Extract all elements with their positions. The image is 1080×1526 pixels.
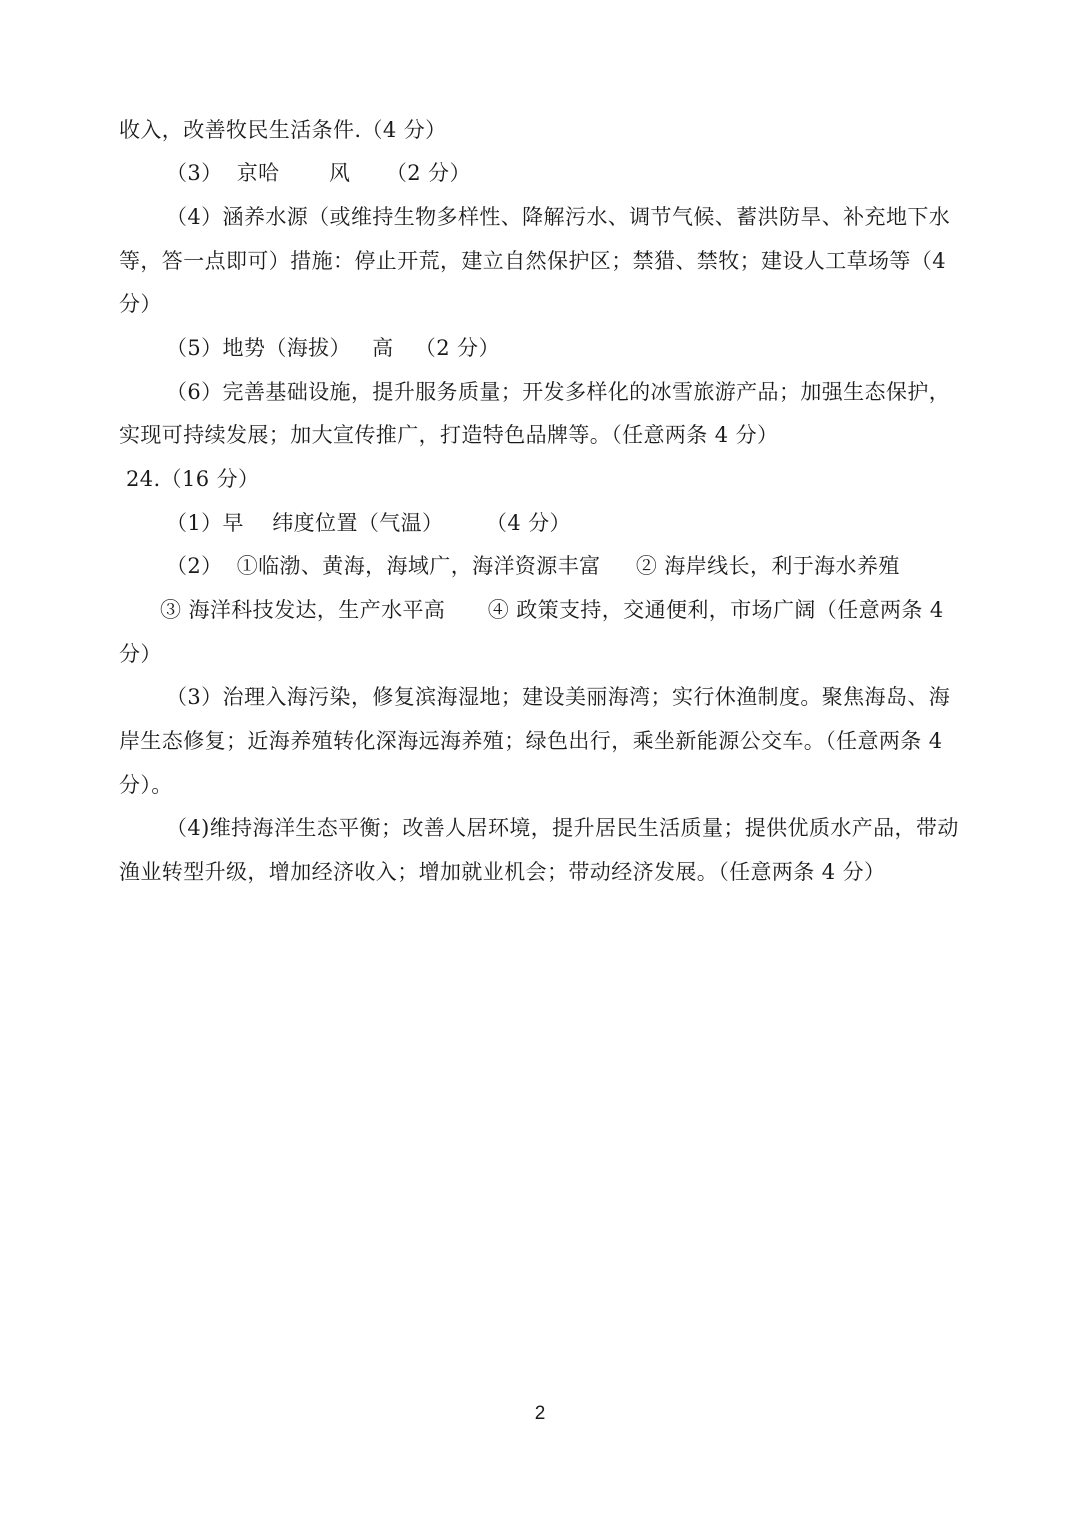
- text-line-1: 收入，改善牧民生活条件.（4 分）: [119, 118, 447, 142]
- text-line-12: ③ 海洋科技发达，生产水平高 ④ 政策支持，交通便利，市场广阔（任意两条 4: [160, 598, 944, 622]
- text-line-7: （6）完善基础设施，提升服务质量；开发多样化的冰雪旅游产品；加强生态保护，: [166, 380, 951, 404]
- text-line-10: （1）早 纬度位置（气温） （4 分）: [166, 511, 571, 535]
- text-line-13: 分）: [119, 642, 162, 666]
- text-line-15: 岸生态修复；近海养殖转化深海远海养殖；绿色出行，乘坐新能源公交车。（任意两条 4: [119, 729, 943, 753]
- question-24-heading: 24.（16 分）: [126, 467, 260, 491]
- text-line-8: 实现可持续发展；加大宣传推广，打造特色品牌等。（任意两条 4 分）: [119, 423, 779, 447]
- text-line-4: 等，答一点即可）措施：停止开荒，建立自然保护区；禁猎、禁牧；建设人工草场等（4: [119, 249, 946, 273]
- text-line-5: 分）: [119, 292, 162, 316]
- text-line-11: （2） ①临渤、黄海，海域广，海洋资源丰富 ② 海岸线长，利于海水养殖: [166, 554, 900, 578]
- text-line-14: （3）治理入海污染，修复滨海湿地；建设美丽海湾；实行休渔制度。聚焦海岛、海: [166, 685, 951, 709]
- page-number: 2: [534, 1403, 546, 1424]
- text-line-2: （3） 京哈 风 （2 分）: [166, 161, 471, 185]
- text-line-3: （4）涵养水源（或维持生物多样性、降解污水、调节气候、蓄洪防旱、补充地下水: [166, 205, 951, 229]
- text-line-18: 渔业转型升级，增加经济收入；增加就业机会；带动经济发展。（任意两条 4 分）: [119, 860, 886, 884]
- text-line-17: （4)维持海洋生态平衡；改善人居环境，提升居民生活质量；提供优质水产品，带动: [166, 816, 959, 840]
- text-line-16: 分）。: [119, 773, 173, 797]
- text-line-6: （5）地势（海拔） 高 （2 分）: [166, 336, 500, 360]
